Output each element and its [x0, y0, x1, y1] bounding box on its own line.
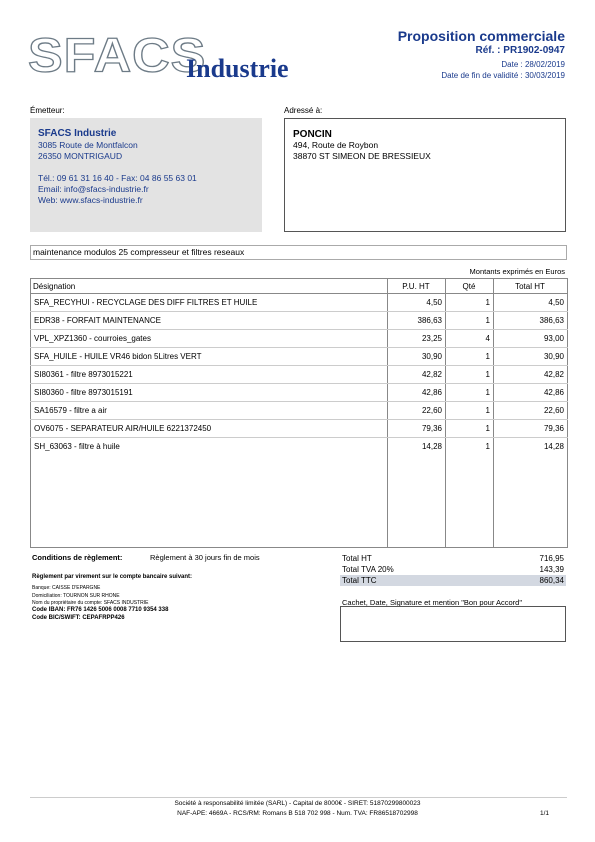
row-unit-price: 42,82: [388, 366, 446, 384]
row-designation: VPL_XPZ1360 - courroies_gates: [31, 330, 388, 348]
row-unit-price: 30,90: [388, 348, 446, 366]
row-total: 42,86: [494, 384, 568, 402]
table-row: [31, 384, 568, 402]
company-logo: [28, 30, 318, 86]
total-ht-label: Total HT: [342, 554, 372, 563]
row-total: 42,82: [494, 366, 568, 384]
emitter-web: Web: www.sfacs-industrie.fr: [38, 195, 143, 205]
row-total: 14,28: [494, 438, 568, 456]
row-unit-price: 386,63: [388, 312, 446, 330]
row-total: 79,36: [494, 420, 568, 438]
table-row: [31, 294, 568, 312]
table-row: [31, 438, 568, 456]
recipient-box: [284, 118, 566, 232]
payment-conditions-value: Règlement à 30 jours fin de mois: [150, 553, 260, 562]
emitter-box: [30, 118, 262, 232]
proposal-object: maintenance modulos 25 compresseur et filtres reseaux: [30, 245, 567, 260]
row-qty: 1: [446, 438, 494, 456]
row-qty: 1: [446, 294, 494, 312]
emitter-email: Email: info@sfacs-industrie.fr: [38, 184, 149, 194]
col-qty-header: Qté: [446, 279, 494, 294]
emitter-name: SFACS Industrie: [38, 128, 117, 139]
row-unit-price: 22,60: [388, 402, 446, 420]
table-row: [31, 420, 568, 438]
emitter-address2: 26350 MONTRIGAUD: [38, 151, 123, 161]
emitter-address1: 3085 Route de Montfalcon: [38, 140, 138, 150]
logo-wordmark: SFACS: [28, 29, 207, 83]
row-designation: OV6075 - SEPARATEUR AIR/HUILE 6221372450: [31, 420, 388, 438]
row-designation: SI80361 - filtre 8973015221: [31, 366, 388, 384]
totals-block: [340, 553, 566, 586]
table-row: [31, 312, 568, 330]
row-unit-price: 42,86: [388, 384, 446, 402]
col-designation-header: Désignation: [31, 279, 388, 294]
table-row: [31, 348, 568, 366]
document-reference: Réf. : PR1902-0947: [475, 45, 565, 56]
row-total: 4,50: [494, 294, 568, 312]
validity-date: Date de fin de validité : 30/03/2019: [441, 71, 565, 80]
total-tva-label: Total TVA 20%: [342, 565, 394, 574]
recipient-address1: 494, Route de Roybon: [293, 140, 379, 150]
row-qty: 1: [446, 366, 494, 384]
table-header-row: [31, 279, 568, 294]
row-qty: 1: [446, 348, 494, 366]
bank-iban: Code IBAN: FR76 1426 5006 0008 7710 9354 338: [32, 607, 169, 613]
bank-transfer-title: Règlement par virement sur le compte bancaire suivant:: [32, 574, 193, 580]
col-total-header: Total HT: [494, 279, 568, 294]
row-qty: 1: [446, 420, 494, 438]
bank-name: Banque: CAISSE D'EPARGNE: [32, 585, 101, 591]
recipient-address2: 38870 ST SIMEON DE BRESSIEUX: [293, 151, 431, 161]
row-qty: 1: [446, 312, 494, 330]
emitter-label: Émetteur:: [30, 106, 65, 115]
recipient-name: PONCIN: [293, 129, 332, 140]
row-unit-price: 4,50: [388, 294, 446, 312]
row-designation: SI80360 - filtre 8973015191: [31, 384, 388, 402]
bank-account-owner: Nom du propriétaire du compte: SFACS INDUSTRIE: [32, 600, 149, 606]
currency-note: Montants exprimés en Euros: [469, 267, 565, 276]
row-unit-price: 14,28: [388, 438, 446, 456]
total-ttc-value: 860,34: [539, 576, 564, 585]
footer-divider: [30, 797, 567, 798]
table-row: [31, 402, 568, 420]
total-ttc-label: Total TTC: [342, 576, 377, 585]
col-unit-price-header: P.U. HT: [388, 279, 446, 294]
total-ttc-row: [340, 575, 566, 586]
row-designation: EDR38 - FORFAIT MAINTENANCE: [31, 312, 388, 330]
total-tva-value: 143,39: [539, 565, 564, 574]
emitter-phone-fax: Tél.: 09 61 31 16 40 - Fax: 04 86 55 63 01: [38, 173, 197, 183]
document-date: Date : 28/02/2019: [501, 60, 565, 69]
row-total: 30,90: [494, 348, 568, 366]
table-filler-row: [31, 455, 568, 548]
total-ht-value: 716,95: [539, 554, 564, 563]
document-title: Proposition commerciale: [397, 28, 565, 44]
row-qty: 4: [446, 330, 494, 348]
recipient-label: Adressé à:: [284, 106, 323, 115]
table-row: [31, 330, 568, 348]
row-unit-price: 23,25: [388, 330, 446, 348]
items-table: [30, 278, 568, 548]
total-tva-row: [340, 564, 566, 575]
row-total: 93,00: [494, 330, 568, 348]
page-number: 1/1: [539, 810, 549, 817]
payment-conditions-label: Conditions de règlement:: [32, 553, 123, 562]
table-row: [31, 366, 568, 384]
row-designation: SFA_RECYHUI - RECYCLAGE DES DIFF FILTRES ET HUILE: [31, 294, 388, 312]
row-designation: SA16579 - filtre a air: [31, 402, 388, 420]
row-qty: 1: [446, 402, 494, 420]
row-total: 386,63: [494, 312, 568, 330]
signature-box: [340, 606, 566, 642]
logo-subtitle: Industrie: [186, 54, 289, 83]
row-designation: SFA_HUILE - HUILE VR46 bidon 5Litres VERT: [31, 348, 388, 366]
total-ht-row: [340, 553, 566, 564]
bank-bic: Code BIC/SWIFT: CEPAFRPP426: [32, 615, 125, 621]
footer-legal-line2: NAF-APE: 4669A - RCS/RM: Romans B 518 702 998 - Num. TVA: FR86518702998: [177, 810, 418, 817]
row-qty: 1: [446, 384, 494, 402]
row-designation: SH_63063 - filtre à huile: [31, 438, 388, 456]
row-total: 22,60: [494, 402, 568, 420]
bank-domiciliation: Domiciliation: TOURNON SUR RHONE: [32, 593, 120, 599]
signature-label: Cachet, Date, Signature et mention "Bon pour Accord": [342, 598, 523, 607]
row-unit-price: 79,36: [388, 420, 446, 438]
footer-legal-line1: Société à responsabilité limitée (SARL) - Capital de 8000€ - SIRET: 51870299800023: [174, 800, 421, 807]
